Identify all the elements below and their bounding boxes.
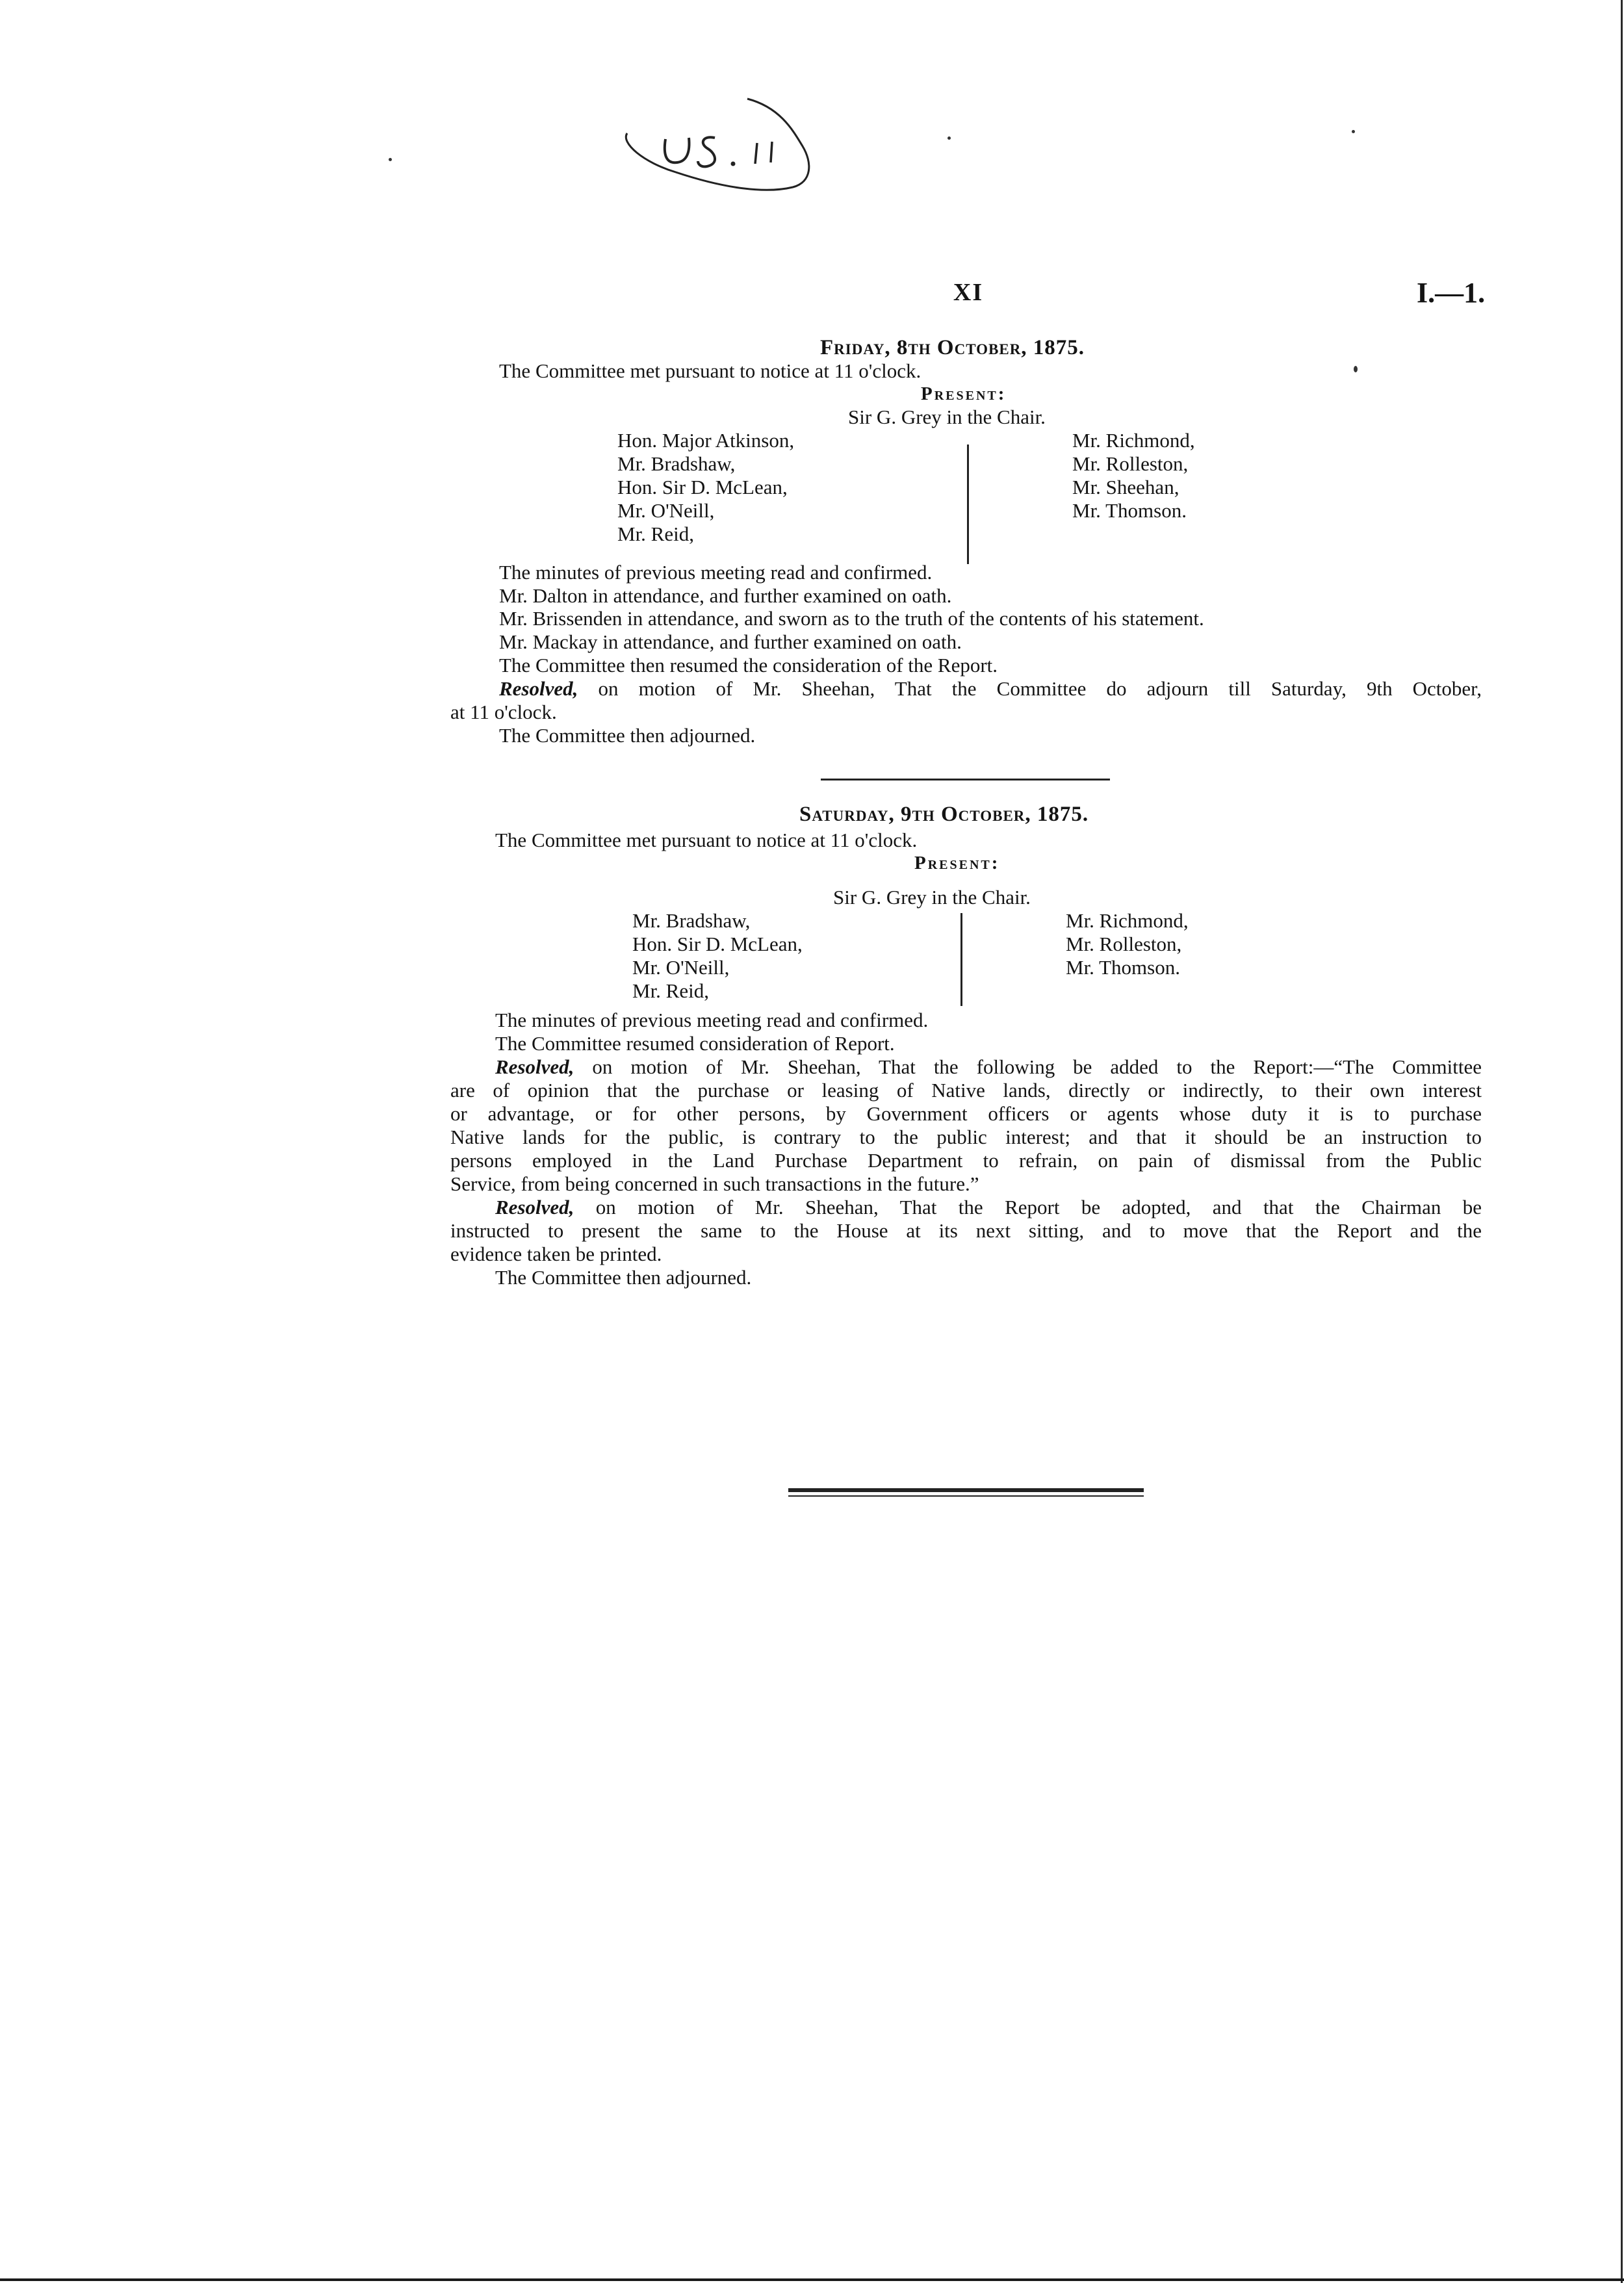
resolution-text: on motion of Mr. Sheehan, That the Report be adopted, and that the Chairman be xyxy=(595,1196,1482,1219)
resolved-word: Resolved, xyxy=(499,677,578,700)
speck xyxy=(947,136,951,140)
member-name: Mr. Richmond, xyxy=(1072,429,1195,452)
meeting1-met-notice: The Committee met pursuant to notice at 11 o'clock. xyxy=(499,359,922,382)
meeting1-resumed: The Committee then resumed the consideration of the Report. xyxy=(499,654,998,677)
meeting1-present-label: Present: xyxy=(921,383,1007,404)
meeting2-resumed: The Committee resumed consideration of Report. xyxy=(495,1032,895,1055)
meeting2-adjourned: The Committee then adjourned. xyxy=(495,1266,752,1289)
meeting1-dalton: Mr. Dalton in attendance, and further examined on oath. xyxy=(499,584,952,607)
section-divider xyxy=(821,779,1110,780)
resolution-line: instructed to present the same to the House at its next sitting, and to move that the Report and the xyxy=(450,1219,1482,1242)
meeting2-members-right xyxy=(1066,909,1189,979)
members-divider xyxy=(960,913,962,1006)
member-name: Mr. Bradshaw, xyxy=(617,452,736,475)
member-name: Mr. Reid, xyxy=(632,979,709,1002)
speck xyxy=(1352,130,1355,133)
closing-rule-thin xyxy=(788,1495,1144,1497)
meeting2-met-notice: The Committee met pursuant to notice at 11 o'clock. xyxy=(495,829,918,851)
resolution-line: evidence taken be printed. xyxy=(450,1243,662,1265)
meeting1-date-heading: Friday, 8th October, 1875. xyxy=(820,336,1085,359)
meeting2-present-label: Present: xyxy=(914,853,1000,873)
resolution-line: or advantage, or for other persons, by Government officers or agents whose duty it is to purchase xyxy=(450,1102,1482,1125)
meeting1-chair: Sir G. Grey in the Chair. xyxy=(848,406,1046,428)
member-name: Mr. Bradshaw, xyxy=(632,909,751,932)
member-name: Mr. Thomson. xyxy=(1066,956,1180,979)
meeting2-resolution2 xyxy=(495,1196,1482,1219)
page-number: XI xyxy=(953,279,984,306)
meeting2-date-heading: Saturday, 9th October, 1875. xyxy=(799,803,1089,826)
member-name: Mr. Richmond, xyxy=(1066,909,1189,932)
member-name: Mr. Reid, xyxy=(617,522,694,545)
resolved-word: Resolved, xyxy=(495,1196,574,1219)
member-name: Mr. Sheehan, xyxy=(1072,476,1179,498)
member-name: Mr. Rolleston, xyxy=(1066,933,1182,955)
meeting2-resolution1 xyxy=(495,1055,1482,1079)
meeting1-members-left xyxy=(617,429,794,546)
member-name: Hon. Sir D. McLean, xyxy=(632,933,803,955)
meeting1-members-right xyxy=(1072,429,1195,522)
speck xyxy=(389,158,392,161)
member-name: Hon. Major Atkinson, xyxy=(617,429,795,452)
closing-rule-thick xyxy=(788,1488,1144,1492)
speck xyxy=(1354,366,1358,372)
page-bottom-edge xyxy=(0,2278,1624,2281)
meeting1-brissenden: Mr. Brissenden in attendance, and sworn as to the truth of the contents of his statement. xyxy=(499,607,1204,630)
member-name: Mr. Thomson. xyxy=(1072,499,1187,522)
resolved-word: Resolved, xyxy=(495,1055,574,1078)
resolution-line: are of opinion that the purchase or leasing of Native lands, directly or indirectly, to their own interest xyxy=(450,1079,1482,1102)
members-divider xyxy=(967,445,969,564)
meeting1-resolution-continued: at 11 o'clock. xyxy=(450,701,557,723)
resolution-line: Native lands for the public, is contrary to the public interest; and that it should be an instruction to xyxy=(450,1126,1482,1148)
page-right-edge xyxy=(1621,0,1623,2283)
handwritten-annotation xyxy=(617,91,825,214)
meeting2-minutes: The minutes of previous meeting read and confirmed. xyxy=(495,1009,929,1031)
meeting1-resolution xyxy=(499,677,1482,701)
meeting2-members-left xyxy=(632,909,803,1003)
meeting1-mackay: Mr. Mackay in attendance, and further examined on oath. xyxy=(499,630,962,653)
meeting1-minutes: The minutes of previous meeting read and confirmed. xyxy=(499,561,933,584)
member-name: Mr. O'Neill, xyxy=(617,499,715,522)
resolution-text: on motion of Mr. Sheehan, That the following be added to the Report:—“The Committee xyxy=(592,1055,1482,1078)
member-name: Hon. Sir D. McLean, xyxy=(617,476,788,498)
member-name: Mr. O'Neill, xyxy=(632,956,730,979)
resolution-line: persons employed in the Land Purchase Department to refrain, on pain of dismissal from the Public xyxy=(450,1149,1482,1172)
document-reference: I.—1. xyxy=(1417,277,1486,309)
meeting2-chair: Sir G. Grey in the Chair. xyxy=(833,886,1031,909)
resolution-line: Service, from being concerned in such transactions in the future.” xyxy=(450,1172,979,1195)
member-name: Mr. Rolleston, xyxy=(1072,452,1189,475)
resolution-text: on motion of Mr. Sheehan, That the Committee do adjourn till Saturday, 9th October, xyxy=(598,677,1482,700)
meeting1-adjourned: The Committee then adjourned. xyxy=(499,724,756,747)
